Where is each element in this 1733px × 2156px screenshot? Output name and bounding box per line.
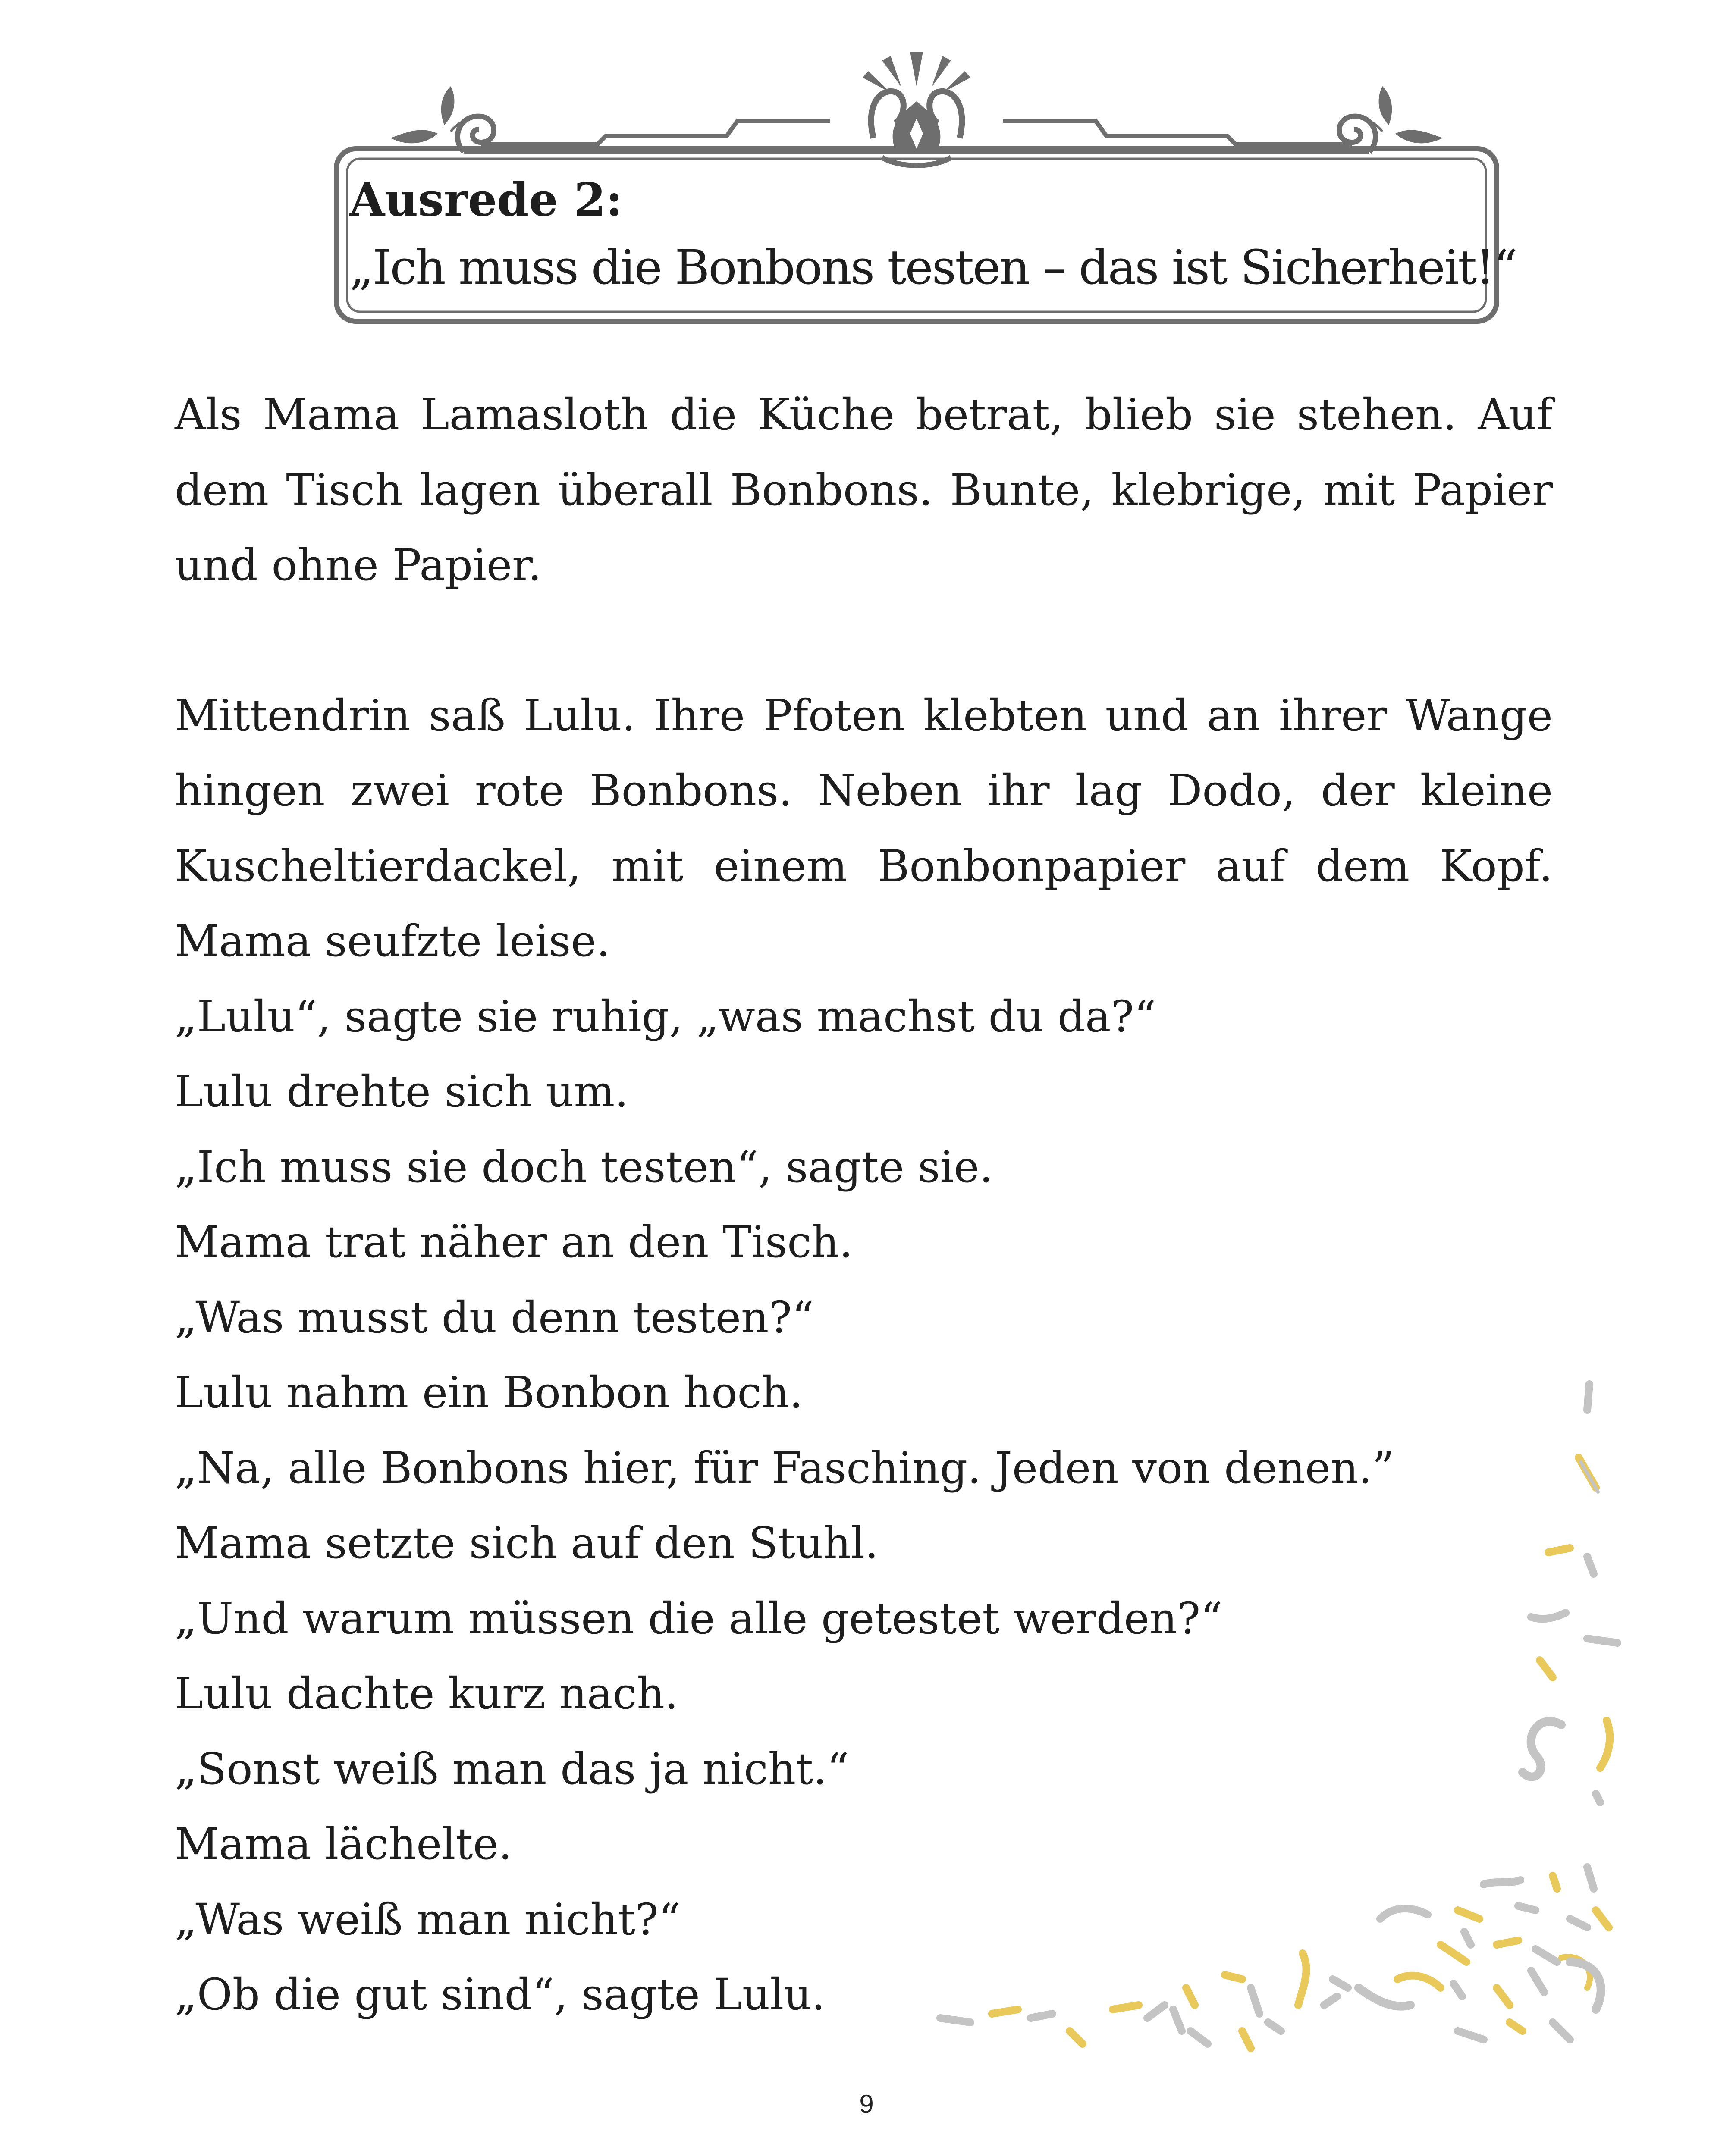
dialogue-line: Mama setzte sich auf den Stuhl.: [175, 1518, 879, 1568]
dialogue-line: „Und warum müssen die alle getestet werden?“: [175, 1593, 1223, 1644]
dialogue-line: Lulu dachte kurz nach.: [175, 1668, 678, 1719]
dialogue-line: Lulu nahm ein Bonbon hoch.: [175, 1367, 803, 1418]
confetti-decoration: [923, 1358, 1622, 2070]
dialogue-line: „Lulu“, sagte sie ruhig, „was machst du da?“: [175, 991, 1156, 1042]
dialogue-line: „Ich muss sie doch testen“, sagte sie.: [175, 1141, 993, 1192]
dialogue-line: „Ob die gut sind“, sagte Lulu.: [175, 1969, 826, 2020]
page-number: 9: [859, 2090, 874, 2118]
excuse-quote: „Ich muss die Bonbons testen – das ist Sicherheit!“: [349, 240, 1516, 295]
dialogue-line: Lulu drehte sich um.: [175, 1066, 629, 1117]
dialogue-line: „Was weiß man nicht?“: [175, 1894, 681, 1945]
dialogue-line: „Was musst du denn testen?“: [175, 1292, 814, 1343]
paragraph: Mittendrin saß Lulu. Ihre Pfoten klebten und an ihrer Wange hingen zwei rote Bonbons. Neben ihr lag Dodo, der kleine Kuscheltierdackel, mit einem Bonbonpapier auf dem Kopf. Mama seufzte leise.: [175, 690, 1553, 966]
paragraph: Als Mama Lamasloth die Küche betrat, blieb sie stehen. Auf dem Tisch lagen überall Bonbons. Bunte, klebrige, mit Papier und ohne Papier.: [175, 389, 1553, 590]
paragraph-spacer: [175, 603, 1553, 678]
dialogue-line: Mama trat näher an den Tisch.: [175, 1217, 853, 1267]
excuse-title: Ausrede 2:: [349, 172, 623, 226]
excuse-heading: [349, 168, 1516, 304]
dialogue-line: „Na, alle Bonbons hier, für Fasching. Jeden von denen.”: [175, 1442, 1394, 1493]
dialogue-line: Mama lächelte.: [175, 1819, 512, 1869]
dialogue-line: „Sonst weiß man das ja nicht.“: [175, 1743, 849, 1794]
